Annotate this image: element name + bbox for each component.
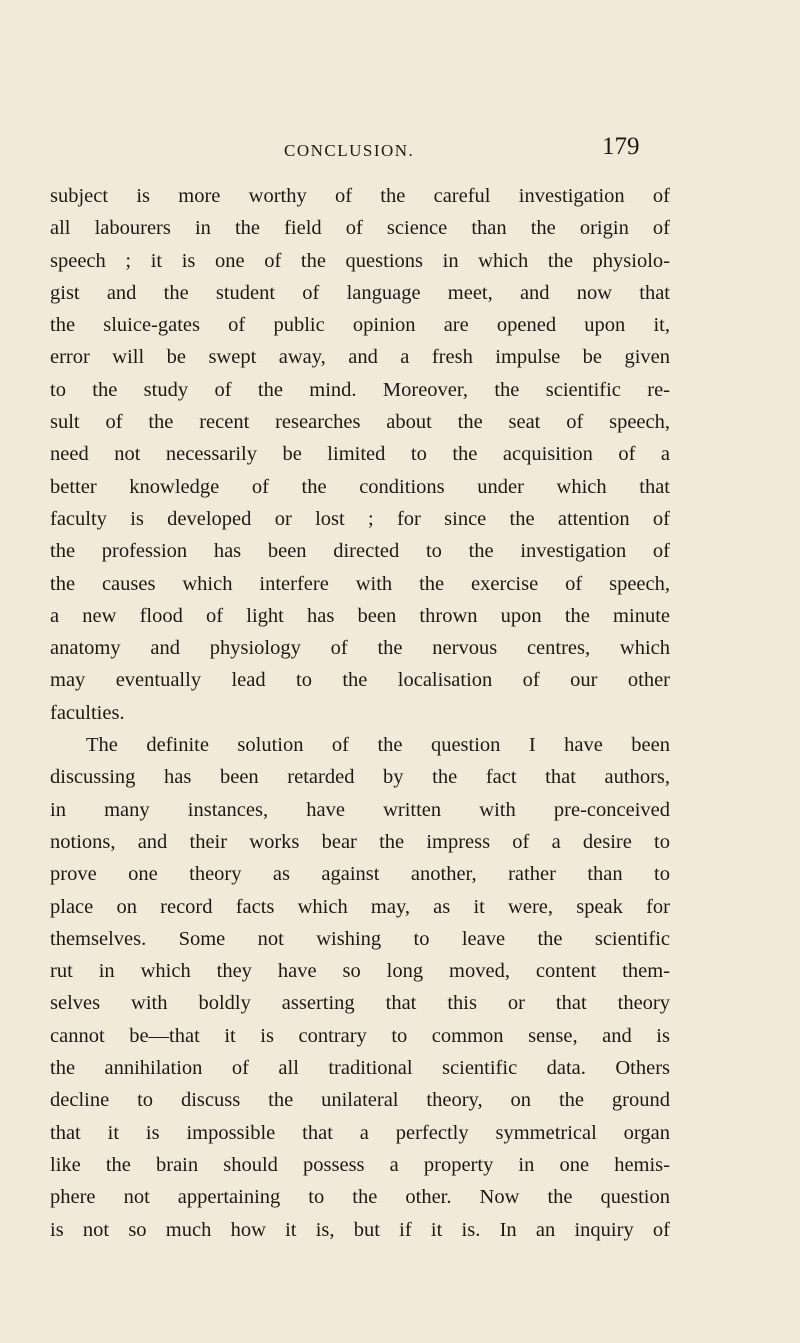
text-line: place on record facts which may, as it were, speak for [50, 895, 670, 918]
text-line: like the brain should possess a property in one hemis- [50, 1153, 670, 1176]
text-line: need not necessarily be limited to the acquisition of a [50, 443, 670, 466]
text-line: in many instances, have written with pre-conceived [50, 798, 670, 821]
text-line: faculties. [50, 701, 125, 724]
text-line: themselves. Some not wishing to leave the scientific [50, 927, 670, 950]
text-line: anatomy and physiology of the nervous centres, which [50, 637, 670, 660]
text-line: the profession has been directed to the investigation of [50, 540, 670, 563]
text-line: the annihilation of all traditional scientific data. Others [50, 1057, 670, 1080]
text-line: to the study of the mind. Moreover, the scientific re- [50, 378, 670, 401]
text-line: is not so much how it is, but if it is. In an inquiry of [50, 1218, 670, 1241]
body-text [50, 180, 670, 1246]
text-line: that it is impossible that a perfectly symmetrical organ [50, 1121, 670, 1144]
text-line: phere not appertaining to the other. Now the question [50, 1186, 670, 1209]
running-title: CONCLUSION. [284, 141, 415, 160]
text-line: notions, and their works bear the impress of a desire to [50, 830, 670, 853]
text-line: speech ; it is one of the questions in which the physiolo- [50, 249, 670, 272]
text-line: error will be swept away, and a fresh impulse be given [50, 346, 670, 369]
text-line: the causes which interfere with the exercise of speech, [50, 572, 670, 595]
text-line: discussing has been retarded by the fact that authors, [50, 766, 670, 789]
text-line: decline to discuss the unilateral theory, on the ground [50, 1089, 670, 1112]
page-number: 179 [602, 133, 640, 160]
text-line: The definite solution of the question I have been [86, 734, 670, 757]
text-line: better knowledge of the conditions under which that [50, 475, 670, 498]
text-line: gist and the student of language meet, and now that [50, 281, 670, 304]
text-line: may eventually lead to the localisation of our other [50, 669, 670, 692]
text-line: rut in which they have so long moved, content them- [50, 960, 670, 983]
text-line: selves with boldly asserting that this or that theory [50, 992, 670, 1015]
text-line: sult of the recent researches about the seat of speech, [50, 411, 670, 434]
text-line: a new flood of light has been thrown upon the minute [50, 604, 670, 627]
running-head [0, 133, 800, 173]
text-line: prove one theory as against another, rather than to [50, 863, 670, 886]
text-line: faculty is developed or lost ; for since the attention of [50, 507, 670, 530]
text-line: subject is more worthy of the careful investigation of [50, 185, 670, 207]
text-line: the sluice-gates of public opinion are opened upon it, [50, 314, 670, 337]
text-line: cannot be—that it is contrary to common sense, and is [50, 1024, 670, 1047]
text-line: all labourers in the field of science than the origin of [50, 217, 670, 240]
